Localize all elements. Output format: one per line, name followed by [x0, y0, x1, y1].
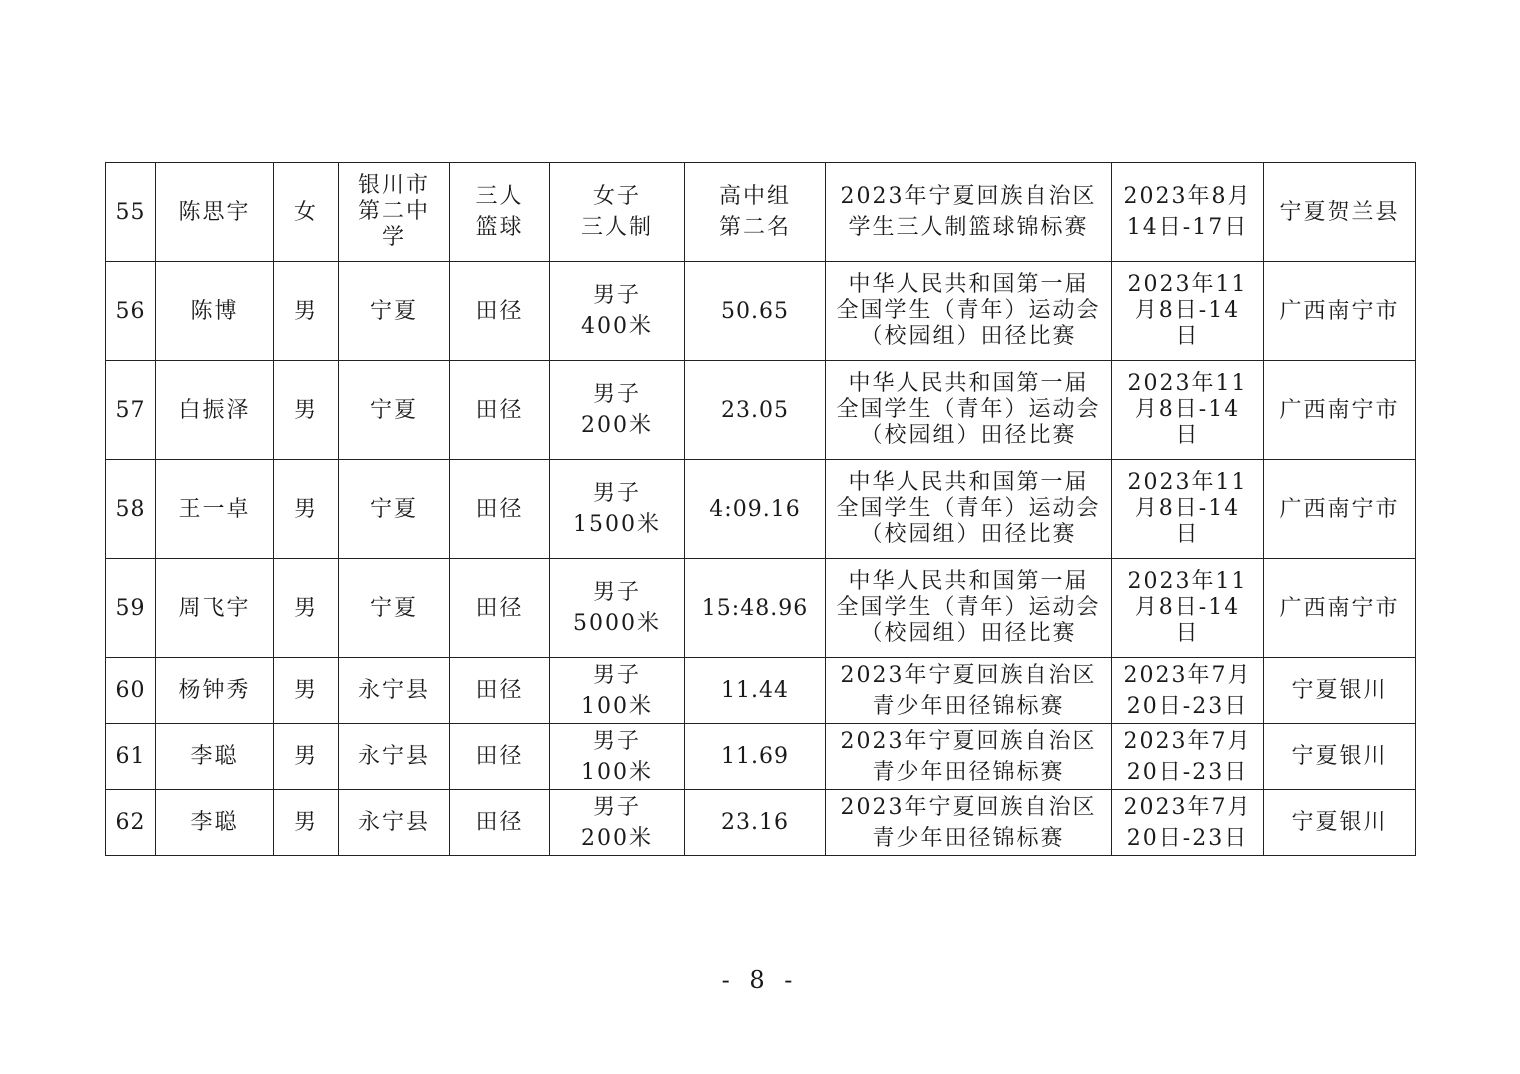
cell-event: 男子 200米: [550, 361, 685, 460]
cell-event: 男子 200米: [550, 790, 685, 856]
cell-unit: 宁夏: [339, 361, 450, 460]
cell-gender: 男: [274, 559, 339, 658]
table-row: [106, 460, 1416, 559]
cell-result: 4:09.16: [685, 460, 826, 559]
cell-place: 广西南宁市: [1264, 262, 1416, 361]
cell-sport: 田径: [450, 361, 550, 460]
cell-competition: 中华人民共和国第一届 全国学生（青年）运动会 （校园组）田径比赛: [826, 460, 1112, 559]
cell-no: 61: [106, 724, 156, 790]
cell-gender: 男: [274, 262, 339, 361]
cell-competition: 中华人民共和国第一届 全国学生（青年）运动会 （校园组）田径比赛: [826, 262, 1112, 361]
page-number: - 8 -: [721, 966, 799, 994]
cell-date: 2023年11 月8日-14 日: [1112, 262, 1264, 361]
cell-unit: 永宁县: [339, 658, 450, 724]
cell-competition: 中华人民共和国第一届 全国学生（青年）运动会 （校园组）田径比赛: [826, 361, 1112, 460]
cell-date: 2023年7月 20日-23日: [1112, 724, 1264, 790]
cell-gender: 女: [274, 163, 339, 262]
cell-competition: 2023年宁夏回族自治区 青少年田径锦标赛: [826, 724, 1112, 790]
cell-sport: 三人 篮球: [450, 163, 550, 262]
cell-sport: 田径: [450, 724, 550, 790]
cell-event: 男子 5000米: [550, 559, 685, 658]
cell-competition: 2023年宁夏回族自治区 学生三人制篮球锦标赛: [826, 163, 1112, 262]
cell-name: 李聪: [156, 790, 274, 856]
cell-result: 11.44: [685, 658, 826, 724]
cell-event: 男子 100米: [550, 658, 685, 724]
cell-no: 56: [106, 262, 156, 361]
cell-no: 60: [106, 658, 156, 724]
cell-place: 宁夏贺兰县: [1264, 163, 1416, 262]
cell-name: 白振泽: [156, 361, 274, 460]
cell-no: 57: [106, 361, 156, 460]
cell-event: 男子 400米: [550, 262, 685, 361]
table-row: [106, 790, 1416, 856]
awards-table-wrapper: [105, 162, 1415, 856]
cell-no: 62: [106, 790, 156, 856]
cell-name: 杨钟秀: [156, 658, 274, 724]
cell-event: 男子 1500米: [550, 460, 685, 559]
cell-name: 陈博: [156, 262, 274, 361]
cell-place: 广西南宁市: [1264, 361, 1416, 460]
cell-place: 宁夏银川: [1264, 790, 1416, 856]
cell-event: 男子 100米: [550, 724, 685, 790]
cell-unit: 永宁县: [339, 790, 450, 856]
cell-name: 王一卓: [156, 460, 274, 559]
cell-result: 高中组 第二名: [685, 163, 826, 262]
cell-unit: 宁夏: [339, 559, 450, 658]
cell-result: 23.16: [685, 790, 826, 856]
table-row: [106, 163, 1416, 262]
awards-table: [105, 162, 1416, 856]
table-row: [106, 559, 1416, 658]
cell-no: 59: [106, 559, 156, 658]
cell-no: 58: [106, 460, 156, 559]
table-row: [106, 262, 1416, 361]
cell-competition: 2023年宁夏回族自治区 青少年田径锦标赛: [826, 790, 1112, 856]
cell-gender: 男: [274, 724, 339, 790]
cell-date: 2023年11 月8日-14 日: [1112, 559, 1264, 658]
cell-date: 2023年7月 20日-23日: [1112, 658, 1264, 724]
cell-place: 广西南宁市: [1264, 559, 1416, 658]
cell-competition: 2023年宁夏回族自治区 青少年田径锦标赛: [826, 658, 1112, 724]
cell-place: 宁夏银川: [1264, 724, 1416, 790]
cell-gender: 男: [274, 361, 339, 460]
cell-gender: 男: [274, 658, 339, 724]
cell-unit: 银川市 第二中 学: [339, 163, 450, 262]
cell-sport: 田径: [450, 790, 550, 856]
cell-result: 50.65: [685, 262, 826, 361]
cell-place: 宁夏银川: [1264, 658, 1416, 724]
cell-place: 广西南宁市: [1264, 460, 1416, 559]
cell-sport: 田径: [450, 262, 550, 361]
cell-gender: 男: [274, 790, 339, 856]
cell-gender: 男: [274, 460, 339, 559]
cell-name: 周飞宇: [156, 559, 274, 658]
cell-result: 23.05: [685, 361, 826, 460]
cell-sport: 田径: [450, 658, 550, 724]
cell-unit: 宁夏: [339, 262, 450, 361]
cell-result: 15:48.96: [685, 559, 826, 658]
cell-name: 陈思宇: [156, 163, 274, 262]
table-row: [106, 724, 1416, 790]
cell-result: 11.69: [685, 724, 826, 790]
cell-date: 2023年11 月8日-14 日: [1112, 460, 1264, 559]
cell-unit: 永宁县: [339, 724, 450, 790]
cell-event: 女子 三人制: [550, 163, 685, 262]
cell-date: 2023年7月 20日-23日: [1112, 790, 1264, 856]
cell-unit: 宁夏: [339, 460, 450, 559]
cell-competition: 中华人民共和国第一届 全国学生（青年）运动会 （校园组）田径比赛: [826, 559, 1112, 658]
cell-name: 李聪: [156, 724, 274, 790]
cell-date: 2023年8月 14日-17日: [1112, 163, 1264, 262]
cell-sport: 田径: [450, 460, 550, 559]
cell-date: 2023年11 月8日-14 日: [1112, 361, 1264, 460]
cell-no: 55: [106, 163, 156, 262]
cell-sport: 田径: [450, 559, 550, 658]
table-row: [106, 658, 1416, 724]
table-row: [106, 361, 1416, 460]
